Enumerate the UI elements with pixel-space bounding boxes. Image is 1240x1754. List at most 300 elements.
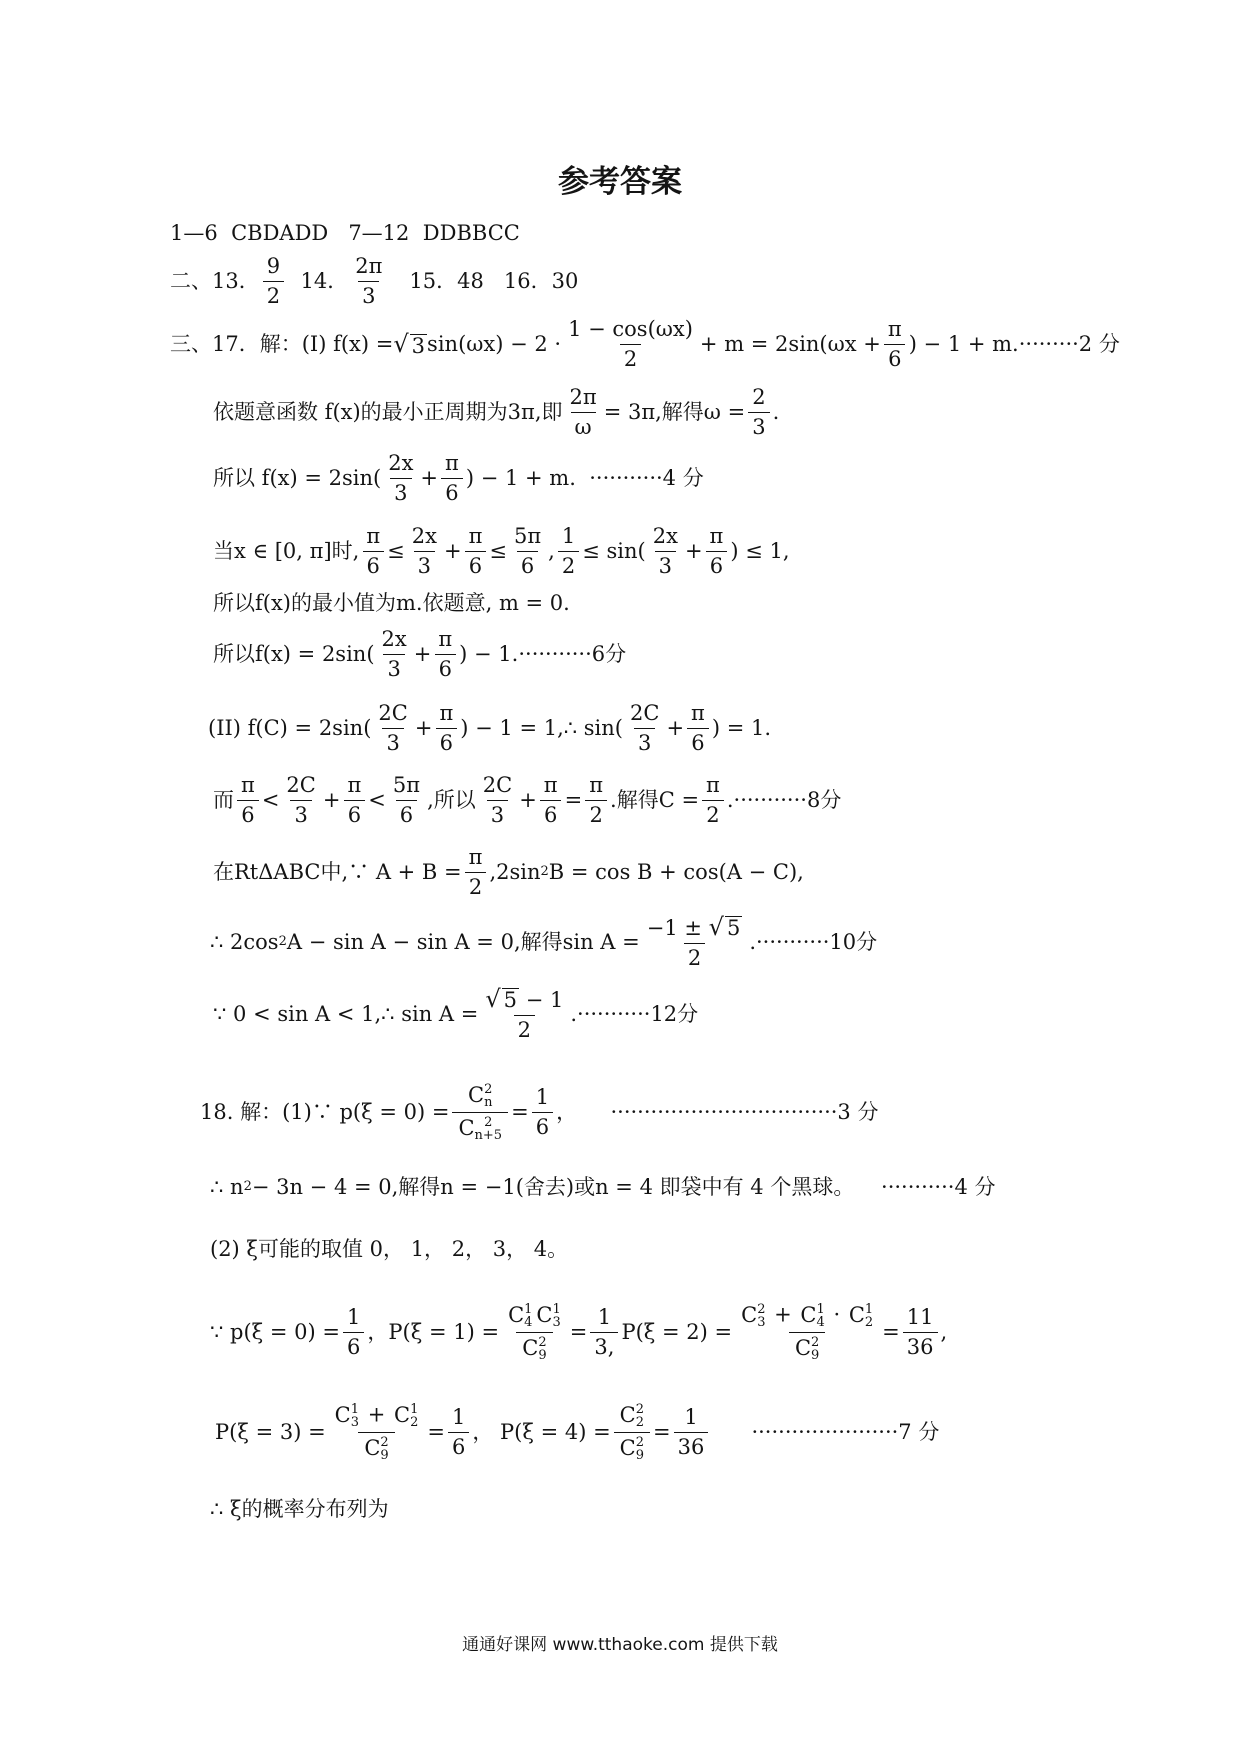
- combination: [458, 1116, 502, 1142]
- math-text: ≤: [387, 539, 405, 564]
- denominator: 3: [290, 800, 311, 827]
- q17-line-3: [213, 452, 704, 505]
- math-text: − 1: [519, 988, 564, 1012]
- denominator: 3: [390, 478, 411, 505]
- numerator: [329, 1403, 425, 1432]
- math-text: ，P(ξ = 1) =: [367, 1319, 500, 1344]
- fraction: [540, 774, 562, 827]
- denominator: 36: [674, 1432, 709, 1459]
- combination: [468, 1083, 492, 1109]
- comb-sup: 1: [524, 1302, 533, 1317]
- fraction: [564, 318, 697, 371]
- sqrt-expression: [485, 986, 519, 1012]
- comb-sup: 2: [484, 1082, 493, 1097]
- mc-answers-2: DDBBCC: [422, 221, 520, 245]
- denominator: 6: [465, 551, 486, 578]
- comb-sub: 2: [410, 1415, 419, 1430]
- math-text: ≤: [489, 539, 507, 564]
- page-title: [0, 165, 1240, 199]
- fraction: [481, 986, 567, 1042]
- math-text: =: [569, 1319, 588, 1344]
- sqrt-expression: [393, 331, 427, 357]
- fraction: [237, 774, 259, 827]
- denominator: [614, 1432, 650, 1462]
- fraction: [585, 774, 607, 827]
- math-text: P(ξ = 3) =: [215, 1419, 326, 1444]
- math-text: ∴ n: [210, 1175, 244, 1199]
- fraction: [687, 702, 709, 755]
- denominator: 6: [532, 1112, 553, 1139]
- q14-label: 14．: [300, 269, 349, 294]
- page-footer: [0, 1636, 1240, 1655]
- fraction: [408, 525, 441, 578]
- numerator: 9: [266, 254, 281, 278]
- comb-base: C: [619, 1403, 636, 1428]
- math-text: f(x) =: [333, 332, 394, 357]
- math-text: 在RtΔABC中,∵ A + B =: [213, 860, 462, 885]
- q17-line-1: [170, 318, 1120, 371]
- fraction: [362, 525, 384, 578]
- exponent: 2: [243, 1179, 252, 1195]
- fraction: [590, 1306, 618, 1359]
- numerator: [462, 1083, 498, 1112]
- math-text: ) − 1 + m.: [465, 466, 576, 491]
- fraction: [566, 386, 601, 439]
- math-text: −1 ±: [646, 916, 709, 940]
- score-mark: .···········8分: [726, 788, 842, 813]
- fraction: [343, 774, 365, 827]
- combination: [335, 1403, 359, 1429]
- math-text: − 3n − 4 = 0,解得n = −1(舍去)或n = 4 即袋中有 4 个黑球。: [251, 1175, 855, 1199]
- fraction: [435, 702, 457, 755]
- exponent: 2: [540, 864, 549, 880]
- comb-sub: n: [484, 1095, 493, 1110]
- math-text: (II) f(C) = 2sin(: [208, 716, 372, 741]
- q17-line-5: [213, 592, 570, 615]
- comb-sup: 1: [864, 1302, 874, 1317]
- denominator: 3: [358, 281, 379, 308]
- comb-sub: 4: [524, 1315, 533, 1330]
- combination: [849, 1303, 873, 1329]
- numerator: π: [887, 317, 902, 341]
- math-text: +: [443, 539, 462, 564]
- math-text: ,: [548, 539, 555, 564]
- denominator: 3: [487, 800, 508, 827]
- math-text: +: [414, 716, 433, 741]
- comb-sub: 4: [816, 1315, 825, 1330]
- combination: [741, 1303, 765, 1329]
- numerator: 1: [451, 1404, 466, 1429]
- combination: [620, 1436, 644, 1462]
- numerator: π: [445, 451, 459, 475]
- numerator: [481, 986, 567, 1015]
- comb-sup: 1: [552, 1302, 561, 1317]
- denominator: 6: [344, 800, 365, 827]
- radicand: 5: [726, 916, 741, 941]
- comb-base: C: [393, 1403, 411, 1428]
- math-text: A − sin A − sin A = 0,解得sin A =: [286, 929, 640, 954]
- numerator: 1: [684, 1404, 698, 1429]
- numerator: 1: [535, 1084, 550, 1109]
- numerator: π: [543, 773, 558, 797]
- math-text: +: [519, 788, 537, 813]
- comb-base: C: [794, 1336, 812, 1361]
- comb-base: C: [458, 1116, 475, 1141]
- math-text: 所以f(x) = 2sin(: [213, 642, 375, 667]
- math-text: =: [882, 1319, 900, 1344]
- math-text: 所以f(x)的最小值为m.依题意, m = 0.: [213, 591, 570, 615]
- numerator: 2x: [388, 451, 414, 475]
- q17-line-10: [210, 914, 877, 970]
- denominator: 2: [585, 800, 606, 827]
- numerator: 5π: [514, 524, 542, 548]
- comb-base: C: [800, 1303, 817, 1328]
- q17-line-4: [213, 525, 790, 578]
- denominator: 2: [620, 344, 641, 371]
- numerator: [643, 914, 747, 943]
- combination: [795, 1336, 819, 1362]
- q18-line-6: [210, 1498, 389, 1521]
- math-text: ) − 1.: [459, 642, 519, 667]
- denominator: 2: [263, 281, 284, 308]
- comb-base: C: [848, 1303, 865, 1328]
- comb-sup: 2: [635, 1435, 645, 1450]
- math-text: +: [666, 716, 685, 741]
- numerator: 2π: [355, 254, 383, 278]
- numerator: [614, 1403, 650, 1432]
- score-mark: ··································3 分: [610, 1099, 879, 1124]
- score-mark: ·········2 分: [1018, 332, 1120, 357]
- math-text: ，: [556, 1099, 578, 1124]
- denominator: 6: [517, 551, 538, 578]
- numerator: 2x: [652, 524, 678, 548]
- mc-range-1: 1—6: [170, 221, 218, 245]
- sqrt-symbol: √: [393, 330, 409, 359]
- math-text: .解得C =: [610, 788, 700, 813]
- q17-prefix: 三、17．解：(I): [170, 332, 327, 357]
- comb-sup: 1: [816, 1302, 825, 1317]
- combination: [364, 1436, 388, 1462]
- mc-answers: [170, 222, 520, 245]
- denominator: [516, 1332, 552, 1362]
- numerator: 11: [906, 1304, 934, 1329]
- mc-range-2: 7—12: [348, 221, 410, 245]
- denominator: [789, 1332, 825, 1362]
- numerator: 2: [752, 385, 766, 409]
- fraction: [735, 1303, 879, 1362]
- comb-base: C: [334, 1403, 351, 1428]
- denominator: 3: [382, 728, 403, 755]
- comb-sup: 2: [757, 1302, 766, 1317]
- score-mark: .···········12分: [570, 1001, 699, 1026]
- comb-base: C: [508, 1303, 525, 1328]
- comb-sup: 2: [484, 1115, 493, 1130]
- numerator: π: [468, 524, 483, 548]
- answer-13-fraction: [263, 255, 284, 308]
- denominator: 2: [514, 1015, 535, 1042]
- denominator: 3: [383, 654, 404, 681]
- denominator: 6: [884, 344, 905, 371]
- q18-line-1: [200, 1083, 878, 1142]
- numerator: π: [438, 627, 453, 651]
- q18-line-5: [215, 1403, 939, 1462]
- denominator: [358, 1432, 394, 1462]
- q18-line-3: [210, 1238, 568, 1261]
- fraction: [329, 1403, 425, 1462]
- fraction: [649, 525, 682, 578]
- denominator: 6: [441, 478, 462, 505]
- comb-sub: n+5: [474, 1128, 503, 1143]
- numerator: 1: [597, 1304, 612, 1329]
- comb-sub: 3: [757, 1315, 766, 1330]
- math-text: ) = 1.: [711, 716, 772, 741]
- fraction: [510, 525, 545, 578]
- math-text: =: [511, 1099, 529, 1124]
- comb-sup: 1: [350, 1402, 360, 1417]
- comb-base: C: [536, 1303, 553, 1328]
- math-text: <: [368, 788, 386, 813]
- page-title-text: 参考答案: [558, 164, 682, 200]
- fraction: [343, 1306, 364, 1359]
- math-text: 而: [213, 788, 234, 813]
- sqrt-expression: [709, 914, 743, 940]
- radicand: 5: [503, 988, 518, 1013]
- fraction: [532, 1086, 553, 1139]
- comb-sub: 2: [635, 1415, 645, 1430]
- comb-sub: 3: [552, 1315, 561, 1330]
- math-text: ·: [826, 1302, 847, 1327]
- fraction: [452, 1083, 508, 1142]
- fraction: [674, 1406, 709, 1459]
- denominator: 6: [363, 551, 384, 578]
- denominator: 2: [465, 872, 486, 899]
- numerator: π: [468, 845, 483, 869]
- numerator: 2C: [378, 701, 408, 725]
- comb-sub: 3: [350, 1415, 360, 1430]
- math-text: 当x ∈ [0, π]时,: [213, 539, 360, 564]
- numerator: π: [691, 701, 705, 725]
- numerator: π: [709, 524, 724, 548]
- denominator: 3,: [590, 1332, 618, 1359]
- combination: [800, 1303, 824, 1329]
- numerator: 1 − cos(ωx): [568, 317, 693, 341]
- comb-sup: 2: [635, 1402, 645, 1417]
- score-mark: ···········6分: [518, 642, 627, 667]
- numerator: π: [589, 773, 604, 797]
- q18-line-4: [210, 1303, 947, 1362]
- denominator: 3: [748, 412, 769, 439]
- comb-base: C: [468, 1083, 485, 1108]
- denominator: 6: [436, 728, 457, 755]
- fraction: [465, 846, 487, 899]
- math-text: +: [361, 1402, 392, 1427]
- denominator: 6: [540, 800, 561, 827]
- combination: [522, 1336, 546, 1362]
- fraction: [434, 628, 456, 681]
- numerator: 2x: [411, 524, 437, 548]
- fraction: [643, 914, 747, 970]
- math-text: ) − 1 + m.: [908, 332, 1019, 357]
- comb-base: C: [364, 1436, 381, 1461]
- combination: [508, 1303, 532, 1329]
- fraction: [748, 386, 769, 439]
- numerator: π: [241, 773, 255, 797]
- combination: [620, 1403, 644, 1429]
- numerator: [735, 1303, 879, 1332]
- math-text: ∴ 2cos: [210, 929, 279, 954]
- fraction: [441, 452, 463, 505]
- fraction: [903, 1306, 938, 1359]
- denominator: ω: [571, 412, 596, 439]
- q17-line-8: [213, 774, 841, 827]
- mc-answers-1: CBDADD: [231, 221, 329, 245]
- sqrt-symbol: √: [485, 985, 501, 1013]
- denominator: 36: [903, 1332, 938, 1359]
- answer-15: 15．48: [409, 269, 484, 294]
- math-text: + m = 2sin(ωx +: [699, 332, 881, 357]
- numerator: π: [706, 773, 720, 797]
- denominator: 6: [435, 654, 456, 681]
- math-text: B = cos B + cos(A − C),: [548, 860, 804, 885]
- math-text: 依题意函数 f(x)的最小正周期为3π,即: [213, 400, 563, 425]
- answer-14-fraction: [351, 255, 386, 308]
- math-text: =: [427, 1419, 445, 1444]
- radicand: 3: [411, 333, 426, 358]
- math-text: 18. 解：(1)∵ p(ξ = 0) =: [200, 1099, 450, 1124]
- fill-answers: [170, 255, 578, 308]
- numerator: 1: [347, 1304, 361, 1329]
- q18-line-2: [210, 1176, 996, 1199]
- math-text: ) ≤ 1,: [730, 539, 790, 564]
- comb-sup: 2: [538, 1335, 547, 1350]
- denominator: 3: [655, 551, 676, 578]
- fraction: [465, 525, 487, 578]
- comb-sup: 2: [811, 1335, 820, 1350]
- denominator: 6: [237, 800, 258, 827]
- math-text: <: [261, 788, 280, 813]
- comb-sub: 9: [538, 1348, 547, 1363]
- comb-sub: 9: [811, 1348, 820, 1363]
- fraction: [448, 1406, 469, 1459]
- math-text: .: [772, 400, 780, 425]
- score-mark: ···········4 分: [589, 466, 704, 491]
- fraction: [614, 1403, 650, 1462]
- denominator: 6: [448, 1432, 469, 1459]
- numerator: 2π: [569, 385, 597, 409]
- math-text: P(ξ = 2) =: [621, 1319, 733, 1344]
- numerator: 2C: [630, 701, 660, 725]
- math-text: ∵ p(ξ = 0) =: [210, 1319, 341, 1344]
- fraction: [626, 702, 663, 755]
- numerator: π: [347, 773, 362, 797]
- q17-line-7: [208, 702, 771, 755]
- denominator: 6: [706, 551, 727, 578]
- score-mark: ······················7 分: [751, 1419, 940, 1444]
- math-text: = 3π,解得ω =: [603, 400, 746, 425]
- math-text: ∵ 0 < sin A < 1,∴ sin A =: [213, 1001, 479, 1026]
- combination: [536, 1303, 560, 1329]
- comb-sup: 1: [410, 1402, 419, 1417]
- q17-line-11: [213, 986, 698, 1042]
- comb-base: C: [741, 1303, 758, 1328]
- fraction: [502, 1303, 567, 1362]
- exponent: 2: [278, 934, 287, 950]
- fraction: [884, 318, 906, 371]
- numerator: 1: [561, 524, 576, 548]
- denominator: [452, 1112, 508, 1142]
- fraction: [374, 702, 411, 755]
- fraction: [558, 525, 579, 578]
- math-text: 所以 f(x) = 2sin(: [213, 466, 382, 491]
- comb-sub: 2: [864, 1315, 874, 1330]
- numerator: [502, 1303, 567, 1332]
- math-text: ,2sin: [489, 860, 541, 885]
- denominator: 2: [558, 551, 579, 578]
- fraction: [479, 774, 516, 827]
- score-mark: ···········4 分: [881, 1175, 996, 1199]
- q17-line-6: [213, 628, 626, 681]
- fraction: [706, 525, 728, 578]
- fraction: [702, 774, 724, 827]
- math-text: ,所以: [427, 788, 476, 813]
- numerator: 5π: [392, 773, 421, 797]
- math-text: sin(ωx) − 2 ·: [427, 332, 562, 357]
- comb-base: C: [619, 1436, 636, 1461]
- math-text: +: [413, 642, 432, 667]
- denominator: 6: [687, 728, 708, 755]
- answer-16: 16．30: [503, 269, 579, 294]
- numerator: π: [366, 524, 381, 548]
- comb-base: C: [522, 1336, 539, 1361]
- math-text: +: [684, 539, 703, 564]
- math-text: ∴ ξ的概率分布列为: [210, 1497, 389, 1521]
- math-text: =: [564, 788, 583, 813]
- fill-prefix: 二、13．: [170, 269, 260, 294]
- numerator: 2C: [482, 773, 513, 797]
- comb-sub: 9: [635, 1448, 645, 1463]
- combination: [394, 1403, 418, 1429]
- fraction: [378, 628, 411, 681]
- sqrt-symbol: √: [708, 913, 724, 941]
- comb-sup: 2: [380, 1435, 389, 1450]
- numerator: 2C: [286, 773, 316, 797]
- denominator: 3: [414, 551, 435, 578]
- math-text: +: [420, 466, 439, 491]
- numerator: π: [439, 701, 454, 725]
- math-text: ) − 1 = 1,∴ sin(: [460, 716, 623, 741]
- math-text: ,: [940, 1319, 948, 1344]
- denominator: 6: [396, 800, 417, 827]
- score-mark: .···········10分: [749, 929, 878, 954]
- math-text: ， P(ξ = 4) =: [472, 1419, 611, 1444]
- denominator: 6: [343, 1332, 364, 1359]
- math-text: ≤ sin(: [582, 539, 646, 564]
- numerator: 2x: [381, 627, 407, 651]
- q17-line-9: [213, 846, 804, 899]
- denominator: 2: [702, 800, 723, 827]
- fraction: [282, 774, 319, 827]
- comb-sub: 9: [380, 1448, 389, 1463]
- math-text: +: [322, 788, 341, 813]
- fraction: [389, 774, 424, 827]
- footer-text: 通通好课网 www.tthaoke.com 提供下载: [462, 1635, 778, 1655]
- fraction: [384, 452, 417, 505]
- denominator: 2: [684, 943, 705, 970]
- denominator: 3: [634, 728, 655, 755]
- math-text: (2) ξ可能的取值 0， 1， 2， 3， 4。: [210, 1237, 569, 1261]
- math-text: =: [653, 1419, 671, 1444]
- q17-line-2: [213, 386, 779, 439]
